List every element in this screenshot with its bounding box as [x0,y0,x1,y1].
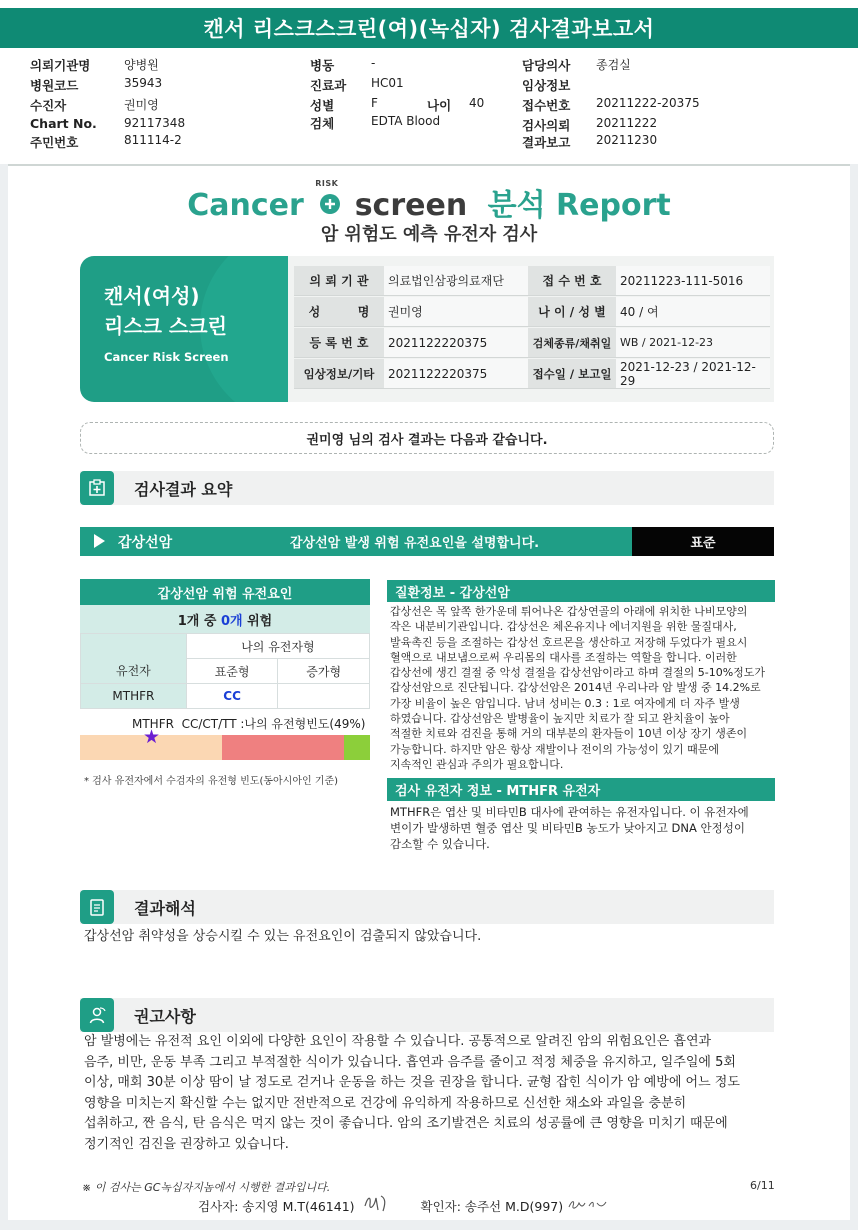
interpretation-text: 갑상선암 취약성을 상승시킬 수 있는 유전요인이 검출되지 않았습니다. [84,929,482,944]
interpretation-section-header [80,890,774,924]
confirmer: 확인자: 송주선 M.D(997) [420,1199,564,1214]
info-key: 나 이 / 성 별 [528,297,616,326]
ward-value: - [371,56,376,70]
dept-label: 진료과 [310,78,347,93]
logo-cancer-text: Cancer [187,188,304,223]
disease-info-title: 질환정보 - 갑상선암 [387,580,775,602]
disease-info-line: 하였습니다. 갑상선암은 발병율이 높지만 치료가 잘 되고 완치율이 높아 [390,712,730,726]
play-icon [94,534,105,548]
recommendation-line: 정기적인 검진을 권장하고 있습니다. [84,1136,289,1152]
info-value: 40 / 여 [616,297,770,326]
info-key: 의 뢰 기 관 [294,266,384,295]
genotype-table [80,633,370,709]
genotype-frequency-bar [80,735,370,760]
request-value: 20211222 [596,116,658,130]
info-value: WB / 2021-12-23 [616,328,770,357]
frequency-footnote: * 검사 유전자에서 수검자의 유전형 빈도(동아시아인 기준) [84,776,339,787]
my-genotype-star-icon: ★ [143,726,161,748]
examiner: 검사자: 송지영 M.T(46141) [198,1199,355,1214]
institution-value: 양병원 [124,58,159,72]
gene-info-line: MTHFR은 엽산 및 비타민B 대사에 관여하는 유전자입니다. 이 유전자에 [390,805,749,820]
recommendation-line: 음주, 비만, 운동 부족 그리고 부적절한 식이가 있습니다. 흡연과 음주를 줄이고 적정 체중을 유지하고, 일주일에 5회 [84,1054,736,1070]
thyroid-cancer-bar [80,527,774,556]
request-label: 검사의뢰 [522,118,571,133]
gene-info-line: 감소할 수 있습니다. [390,837,490,852]
info-row [294,266,770,296]
info-value: 의료법인삼광의료재단 [384,266,528,295]
checklist-icon [80,890,114,924]
disease-info-line: 혈액으로 내보냄으로써 우리몸의 대사를 조절하는 역할을 합니다. 이러한 [390,650,737,664]
result-label: 결과보고 [522,135,571,150]
info-key: 임상정보/기타 [294,359,384,388]
gene-name: MTHFR [81,684,187,709]
risk-result-badge: 표준 [632,527,774,556]
receipt-value: 20211222-20375 [596,96,700,110]
info-row [294,297,770,327]
risk-factor-box [80,579,370,709]
info-key: 등 록 번 호 [294,328,384,357]
disease-info-panel [387,580,775,852]
specimen-value: EDTA Blood [371,114,441,128]
clipboard-plus-icon [80,471,114,505]
info-key: 접 수 번 호 [528,266,616,295]
risk-count-prefix: 1개 중 [177,613,221,629]
disease-info-line: 지속적인 관심과 주의가 필요합니다. [390,757,564,771]
summary-title: 검사결과 요약 [134,479,233,499]
cancer-risk-screen-logo [0,180,858,224]
info-row [294,359,770,389]
increased-header: 증가형 [278,659,370,684]
patient-label: 수진자 [30,98,67,113]
frequency-segment-2 [222,735,344,760]
risk-count-suffix: 위험 [242,613,273,629]
patient-meta [0,52,858,164]
disease-info-line: 작은 내분비기관입니다. 갑상선은 체온유지나 에너지원을 위한 물질대사, [390,620,737,634]
cancer-name: 갑상선암 [118,534,173,551]
info-key: 접수일 / 보고일 [528,359,616,388]
recommendation-line: 이상, 매회 30분 이상 땀이 날 정도로 걷거나 운동을 하는 것을 권장을 합니다. 균형 잡힌 식이가 암 예방에 어느 정도 [84,1075,740,1090]
interpretation-title: 결과해석 [134,898,196,918]
chart-value: 92117348 [124,116,186,130]
disease-info-line: 발육촉진 등을 조절하는 갑상선 호르몬을 생산하고 저장해 두었다가 필요시 [390,635,748,649]
sex-value: F [371,96,378,110]
doctor-icon [80,998,114,1032]
age-label: 나이 [427,98,452,113]
standard-header: 표준형 [186,659,278,684]
sex-label: 성별 [310,98,335,113]
cancer-description: 갑상선암 발생 위험 유전요인을 설명합니다. [290,536,540,551]
info-value: 2021-12-23 / 2021-12-29 [616,359,770,388]
card-title-block [80,256,288,402]
page-frame-right [850,164,858,1220]
card-title-2: 리스크 스크린 [104,314,227,338]
meta-divider [0,164,858,168]
recommendation-title: 권고사항 [134,1006,196,1026]
logo-screen-text: screen [354,188,468,223]
result-notice: 권미영 님의 검사 결과는 다음과 같습니다. [80,422,774,454]
card-title-en: Cancer Risk Screen [104,350,229,364]
patient-info-table [294,266,770,390]
page-number: 6/11 [750,1179,775,1192]
recommendation-line: 영향을 미치는지 확신할 수는 없지만 전반적으로 건강에 유익하게 작용하므로 신선한 채소와 과일을 충분히 [84,1095,687,1111]
clinical-label: 임상정보 [522,78,571,93]
recommendation-line: 암 발병에는 유전적 요인 이외에 다양한 요인이 작용할 수 있습니다. 공통적으로 알려진 암의 위험요인은 흡연과 [84,1034,712,1049]
patient-value: 권미영 [124,98,159,112]
risk-count [80,605,370,633]
id-value: 811114-2 [124,133,182,147]
page-frame-bottom [0,1220,858,1230]
info-key: 검체종류/채취일 [528,328,616,357]
dept-value: HC01 [371,76,404,90]
id-label: 주민번호 [30,135,79,150]
summary-section-header [80,471,774,505]
gene-column-header: 유전자 [81,659,187,684]
disease-info-line: 가장 비율이 높은 암입니다. 남녀 성비는 0.3 : 1로 여자에게 더 자주 발생 [390,696,740,710]
risk-plus-icon [314,179,344,218]
age-value: 40 [469,96,485,110]
disease-info-line: 갑상선암으로 진단됩니다. 갑상선암은 2014년 우리나라 암 발생 중 14.2%로 [390,681,761,695]
logo-risk-text: RISK [315,179,339,188]
info-key: 성 명 [294,297,384,326]
info-value: 2021122220375 [384,359,528,388]
recommendation-line: 섭취하고, 짠 음식, 탄 음식은 먹지 않는 것이 좋습니다. 암의 조기발견은 치료의 성공률에 큰 영향을 미치기 때문에 [84,1116,728,1131]
disease-info-text [387,602,775,772]
page-subtitle: 암 위험도 예측 유전자 검사 [320,224,538,245]
hospital-code-value: 35943 [124,76,163,90]
gene-info-title: 검사 유전자 정보 - MTHFR 유전자 [387,778,775,801]
increased-value [278,684,370,709]
page-frame-left [0,164,8,1220]
examiner-signature [362,1192,390,1218]
receipt-label: 접수번호 [522,98,571,113]
risk-factor-header: 갑상선암 위험 유전요인 [80,579,370,605]
confirmer-signature [567,1198,609,1214]
report-title: 캔서 리스크스크린(여)(녹십자) 검사결과보고서 [0,8,858,48]
info-value: 2021122220375 [384,328,528,357]
genotype-value: CC [186,684,278,709]
disease-info-line: 가능합니다. 하지만 암은 항상 재발이나 전이의 가능성이 있기 때문에 [390,742,719,756]
ward-label: 병동 [310,58,335,73]
risk-count-value: 0개 [220,613,243,629]
card-title-1: 캔서(여성) [104,284,200,308]
footer-note: ※ 이 검사는 GC녹십자지놈에서 시행한 결과입니다. [82,1181,331,1194]
recommendation-section-header [80,998,774,1032]
gene-info-line: 변이가 발생하면 혈중 엽산 및 비타민B 농도가 낮아지고 DNA 안정성이 [390,821,745,836]
info-value: 권미영 [384,297,528,326]
doctor-value: 종검실 [596,58,631,72]
my-genotype-header: 나의 유전자형 [186,634,369,659]
logo-analysis-text: 분석 Report [487,188,671,223]
institution-label: 의뢰기관명 [30,58,91,73]
disease-info-line: 갑상선은 목 앞쪽 한가운데 튀어나온 갑상연골의 아래에 위치한 나비모양의 [390,605,748,618]
specimen-label: 검체 [310,116,335,131]
doctor-label: 담당의사 [522,58,571,73]
table-corner [81,634,187,659]
info-row [294,328,770,358]
gene-info-text [387,801,775,852]
disease-info-line: 적절한 치료와 검진을 통해 거의 대부분의 환자들이 10년 이상 장기 생존이 [390,727,748,741]
hospital-code-label: 병원코드 [30,78,79,93]
frequency-segment-3 [344,735,370,760]
chart-label: Chart No. [30,116,97,131]
disease-info-line: 갑상선에 생긴 결절 중 악성 결절을 갑상선암이라고 하며 결절의 5-10%정도가 [390,666,766,680]
info-value: 20211223-111-5016 [616,266,770,295]
recommendation-text [84,1032,740,1155]
genotype-frequency-label: MTHFR CC/CT/TT :나의 유전형빈도(49%) [132,717,366,731]
result-value: 20211230 [596,133,658,147]
